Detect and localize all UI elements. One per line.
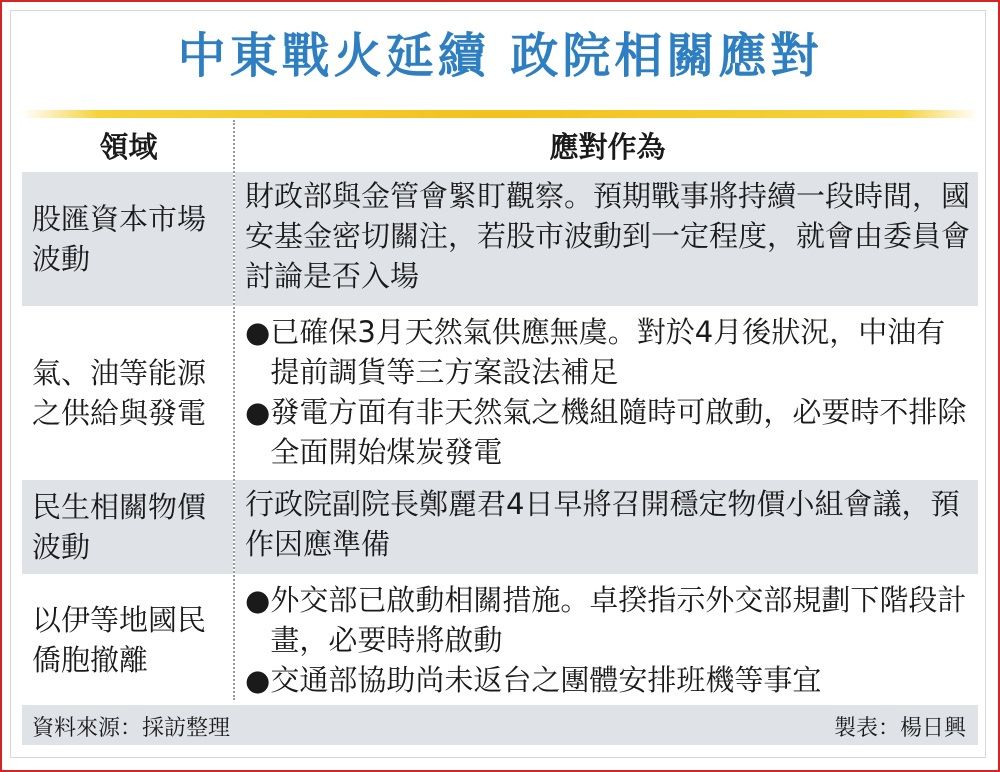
row-action (235, 576, 978, 704)
row-action: 財政部與金管會緊盯觀察。預期戰事將持續一段時間，國安基金密切關注，若股市波動到一定程度，就會由委員會討論是否入場 (235, 172, 978, 306)
title-divider (22, 110, 978, 118)
row-domain: 以伊等地國民僑胞撤離 (32, 603, 207, 677)
list-item: ● 外交部已啟動相關措施。卓揆指示外交部規劃下階段計畫，必要時將啟動 (245, 580, 970, 660)
bullet-icon: ● (245, 663, 271, 697)
bullet-icon: ● (245, 583, 271, 617)
table-row (22, 308, 978, 478)
header-domain: 領域 (99, 129, 158, 164)
row-action (235, 308, 978, 478)
header-action: 應對作為 (549, 129, 666, 164)
list-item: ● 交通部協助尚未返台之團體安排班機等事宜 (245, 660, 970, 700)
table-row (22, 576, 978, 704)
page-title: 中東戰火延續 政院相關應對 (177, 28, 823, 84)
row-action: 行政院副院長鄭麗君4日早將召開穩定物價小組會議，預作因應準備 (235, 480, 978, 574)
source-credit: 資料來源：採訪整理 (32, 716, 231, 741)
table-row (22, 480, 978, 574)
row-domain: 股匯資本市場波動 (22, 172, 233, 306)
table-header-row (22, 120, 978, 170)
table-row (22, 172, 978, 306)
list-item: ● 已確保3月天然氣供應無虞。對於4月後狀況，中油有提前調貨等三方案設法補足 (245, 312, 970, 392)
row-domain: 氣、油等能源之供給與發電 (32, 356, 207, 430)
footer-bar (22, 705, 978, 745)
bullet-icon: ● (245, 315, 271, 349)
row-domain: 民生相關物價波動 (22, 480, 233, 574)
maker-credit: 製表：楊日興 (833, 716, 966, 741)
list-item: ● 發電方面有非天然氣之機組隨時可啟動，必要時不排除全面開始煤炭發電 (245, 392, 970, 472)
bullet-icon: ● (245, 395, 271, 429)
